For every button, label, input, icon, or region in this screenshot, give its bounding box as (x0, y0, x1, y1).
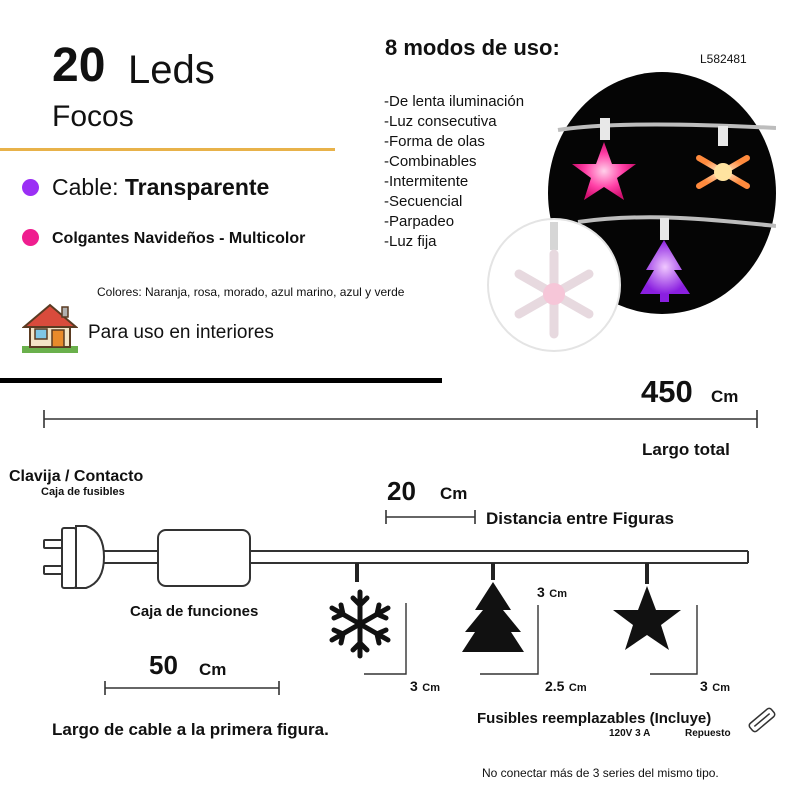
lead-dimension-line (105, 681, 279, 695)
spacing-unit: Cm (440, 484, 468, 503)
modes-title: 8 modos de uso: (385, 35, 560, 60)
fuse-icon (748, 707, 776, 733)
star-icon (613, 586, 681, 650)
mode-item: -Luz fija (384, 233, 437, 250)
total-length-dimension-line (44, 410, 757, 428)
led-count: 20 (52, 39, 106, 92)
tree-height: 3 Cm (537, 584, 567, 600)
mode-item: -Secuencial (384, 193, 463, 210)
fuses-label: Fusibles reemplazables (Incluye) (477, 710, 712, 727)
mode-item: -Luz consecutiva (384, 113, 497, 130)
subtitle: Focos (52, 100, 134, 133)
spacing-label: Distancia entre Figuras (486, 509, 675, 528)
fuse-box-label: Caja de fusibles (41, 486, 125, 498)
function-box-label: Caja de funciones (130, 603, 259, 620)
mode-item: -De lenta iluminación (384, 93, 525, 110)
warning-text: No conectar más de 3 series del mismo tipo. (482, 766, 719, 780)
pendants-spec: Colgantes Navideños - Multicolor (52, 230, 306, 247)
mode-item: -Parpadeo (384, 213, 455, 230)
function-box-icon (158, 530, 250, 586)
mode-item: -Forma de olas (384, 133, 485, 150)
total-length-value: 450 (641, 374, 693, 409)
spacing-value: 20 (387, 476, 416, 506)
lead-length-label: Largo de cable a la primera figura. (52, 720, 329, 739)
plug-label: Clavija / Contacto (9, 468, 144, 485)
fuse-spare-label: Repuesto (685, 728, 731, 739)
snowflake-width: 3 Cm (410, 678, 440, 694)
colors-list: Colores: Naranja, rosa, morado, azul marino, azul y verde (97, 285, 405, 299)
spacing-dimension-line (386, 510, 475, 524)
snowflake-icon (332, 592, 388, 656)
fuse-rating: 120V 3 A (609, 728, 651, 739)
star-width: 3 Cm (700, 678, 730, 694)
tree-icon (462, 582, 524, 652)
lead-length-value: 50 (149, 650, 178, 680)
lead-length-unit: Cm (199, 660, 227, 679)
mode-item: -Intermitente (384, 173, 469, 190)
indoor-use-text: Para uso en interiores (88, 322, 274, 343)
total-length-label: Largo total (642, 440, 730, 459)
tree-width: 2.5 Cm (545, 678, 587, 694)
cable-label: Cable: (52, 174, 125, 200)
plug-icon (44, 526, 104, 588)
total-length-unit: Cm (711, 387, 739, 406)
cable-value: Transparente (124, 174, 270, 200)
mode-item: -Combinables (384, 153, 477, 170)
led-unit: Leds (128, 48, 215, 92)
product-code: L582481 (700, 52, 747, 66)
